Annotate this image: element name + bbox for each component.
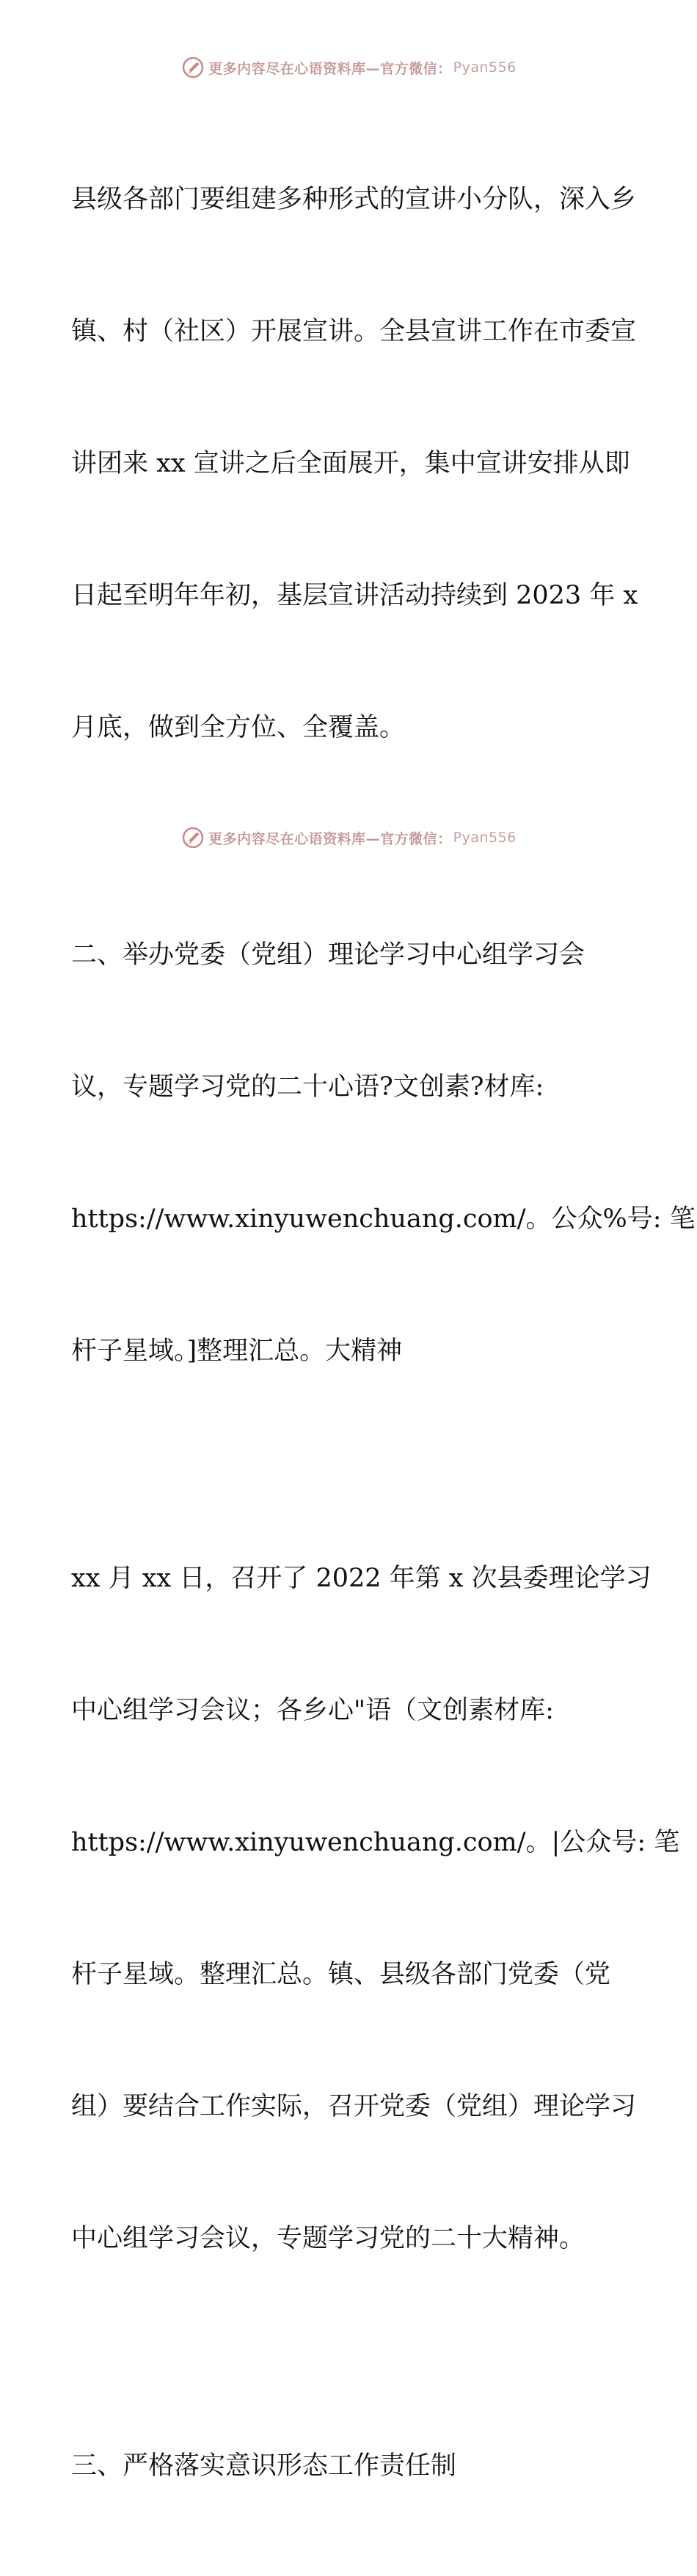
text-line: 讲团来 xx 宣讲之后全面展开，集中宣讲安排从即 xyxy=(71,449,630,478)
text-line: https://www.xinyuwenchuang.com/。|公众号: 笔 xyxy=(71,1828,680,1857)
pen-logo-icon xyxy=(180,55,205,80)
text-line: 镇、村（社区）开展宣讲。全县宣讲工作在市委宣 xyxy=(71,317,637,346)
section-heading: 二、举办党委（党组）理论学习中心组学习会 xyxy=(71,940,585,970)
header-watermark xyxy=(0,53,697,82)
text-line: 组）要结合工作实际，召开党委（党组）理论学习 xyxy=(71,2092,637,2121)
text-line: 杆子星域。整理汇总。镇、县级各部门党委（党 xyxy=(71,1960,611,1989)
text-line: 中心组学习会议，专题学习党的二十大精神。 xyxy=(71,2224,585,2253)
text-line: 中心组学习会议；各乡心"语（文创素材库: xyxy=(71,1696,554,1725)
section-heading-paragraph xyxy=(71,845,696,1461)
paragraph xyxy=(71,89,638,838)
text-line: 县级各部门要组建多种形式的宣讲小分队，深入乡 xyxy=(71,185,637,214)
paragraph xyxy=(71,1468,680,2349)
text-line: 杆子星域。]整理汇总。大精神 xyxy=(71,1336,403,1366)
text-line: https://www.xinyuwenchuang.com/。公众%号: 笔 xyxy=(71,1204,696,1234)
watermark-text: 更多内容尽在心语资料库—官方微信： xyxy=(208,830,452,847)
watermark-text: 更多内容尽在心语资料库—官方微信： xyxy=(208,60,452,77)
section-heading-paragraph xyxy=(71,2356,629,2576)
watermark-handle: Pyan556 xyxy=(453,830,517,846)
text-line: 议，专题学习党的二十心语?文创素?材库: xyxy=(71,1072,544,1102)
pen-logo-icon xyxy=(180,825,205,850)
watermark-handle: Pyan556 xyxy=(453,59,517,76)
footer-watermark xyxy=(0,823,697,852)
text-line: 日起至明年年初，基层宣讲活动持续到 2023 年 x xyxy=(71,581,638,610)
document-body xyxy=(71,89,696,2576)
section-heading: 三、严格落实意识形态工作责任制 xyxy=(71,2451,457,2481)
text-line: xx 月 xx 日，召开了 2022 年第 x 次县委理论学习 xyxy=(71,1564,652,1593)
text-line: 月底，做到全方位、全覆盖。 xyxy=(71,713,406,742)
